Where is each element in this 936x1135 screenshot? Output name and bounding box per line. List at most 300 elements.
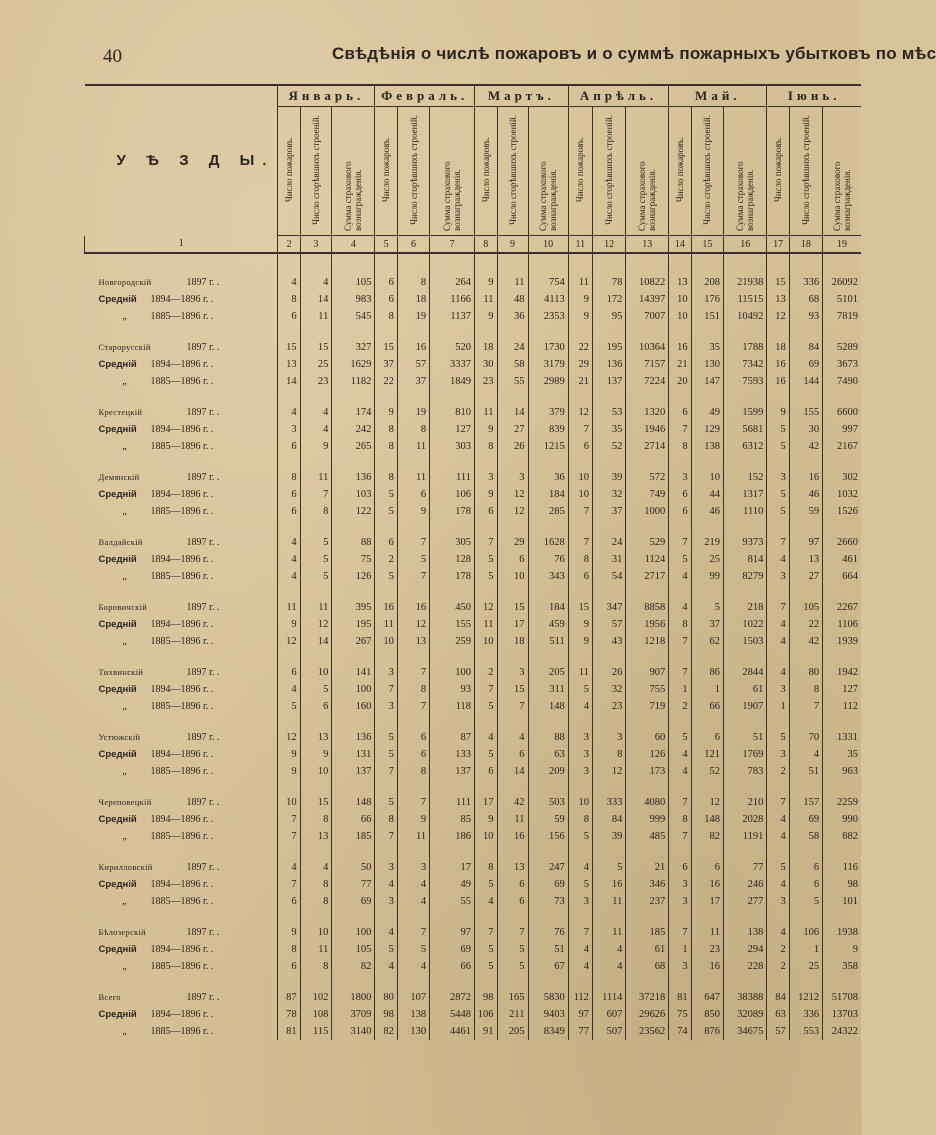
row-label [85,924,278,941]
table-cell: 7157 [626,356,669,373]
table-row [85,664,862,681]
table-cell: 148 [332,794,375,811]
table-cell: 1 [691,681,723,698]
table-cell: 103 [332,486,375,503]
row-label [85,989,278,1006]
spacer-row [85,780,862,794]
table-cell: 52 [691,763,723,780]
row-period: 1897 г. . [186,342,220,353]
ditto-mark: „ [122,636,127,647]
table-cell: 16 [497,828,528,845]
table-cell: 3 [767,568,789,585]
column-subheader-label: Сумма страхового вознагражденія. [442,160,463,231]
table-cell: 6 [278,503,300,520]
table-cell: 19 [397,404,429,421]
table-cell: 105 [332,941,375,958]
uezd-name: Крестецкій [98,407,143,417]
table-cell: 907 [626,664,669,681]
column-subheader-label: Число сгорѣвшихъ строеній. [507,114,518,225]
table-row [85,794,862,811]
table-cell: 74 [669,1023,691,1040]
column-subheader [823,107,861,236]
table-cell: 10 [300,924,332,941]
table-cell: 2028 [724,811,767,828]
table-cell: 1114 [592,989,625,1006]
column-subheader-label: Число сгорѣвшихъ строеній. [408,114,419,225]
table-cell: 1110 [724,503,767,520]
column-subheader-label: Число пожаровъ. [381,136,392,203]
table-cell: 5 [568,681,592,698]
table-row [85,893,862,910]
row-period: 1885—1896 г. . [150,831,214,842]
table-cell: 160 [332,698,375,715]
ditto-mark: „ [122,766,127,777]
table-cell: 2717 [626,568,669,585]
table-cell: 105 [332,274,375,291]
table-cell: 17 [475,794,498,811]
row-label [85,958,278,975]
table-cell: 21938 [724,274,767,291]
column-subheader [278,107,300,236]
table-cell: 1907 [724,698,767,715]
table-cell: 10 [475,828,498,845]
column-subheader-label: Число пожаровъ. [575,136,586,203]
table-cell: 5 [767,438,789,455]
table-cell: 3 [497,469,528,486]
table-cell: 4 [767,633,789,650]
table-cell: 336 [789,1006,822,1023]
table-cell: 10 [375,633,398,650]
table-cell: 93 [430,681,475,698]
table-cell: 343 [528,568,568,585]
month-header: Апрѣль. [568,85,668,107]
table-cell: 99 [691,568,723,585]
table-cell: 7 [669,794,691,811]
table-cell: 242 [332,421,375,438]
row-label [85,339,278,356]
row-period: 1894—1896 г. . [150,1009,214,1020]
table-cell: 15 [767,274,789,291]
table-cell: 5 [767,486,789,503]
row-label [85,438,278,455]
row-label [85,373,278,390]
table-cell: 1000 [626,503,669,520]
table-cell: 997 [823,421,861,438]
table-cell: 9 [475,486,498,503]
table-cell: 5 [375,503,398,520]
table-cell: 8 [375,811,398,828]
table-cell: 4 [767,876,789,893]
table-cell: 10 [300,763,332,780]
table-row [85,373,862,390]
column-number: 4 [332,236,375,254]
table-cell: 719 [626,698,669,715]
table-cell: 4461 [430,1023,475,1040]
table-cell: 59 [528,811,568,828]
table-cell: 77 [724,859,767,876]
table-cell: 7 [669,828,691,845]
row-label [85,274,278,291]
table-cell: 8 [475,859,498,876]
row-label [85,599,278,616]
table-cell: 7490 [823,373,861,390]
table-cell: 67 [528,958,568,975]
table-cell: 16 [691,876,723,893]
table-cell: 25 [300,356,332,373]
table-cell: 88 [528,729,568,746]
table-cell: 990 [823,811,861,828]
table-cell: 152 [724,469,767,486]
table-cell: 1182 [332,373,375,390]
column-subheader-label: Число пожаровъ. [284,136,295,203]
table-cell: 3 [592,729,625,746]
table-cell: 24 [497,339,528,356]
table-cell: 13 [278,356,300,373]
table-cell: 285 [528,503,568,520]
table-cell: 5 [767,729,789,746]
column-subheader-label: Сумма страхового вознагражденія. [832,160,853,231]
table-cell: 73 [528,893,568,910]
table-cell: 228 [724,958,767,975]
table-cell: 4 [669,746,691,763]
table-cell: 5 [767,859,789,876]
table-cell: 81 [278,1023,300,1040]
table-cell: 9 [568,633,592,650]
table-cell: 37 [592,503,625,520]
table-cell: 3 [767,893,789,910]
table-cell: 29 [497,534,528,551]
table-row [85,729,862,746]
table-cell: 2714 [626,438,669,455]
row-label [85,616,278,633]
table-cell: 1166 [430,291,475,308]
table-cell: 7342 [724,356,767,373]
table-cell: 157 [789,794,822,811]
table-cell: 8 [278,291,300,308]
table-cell: 5 [475,746,498,763]
row-label [85,503,278,520]
table-cell: 138 [397,1006,429,1023]
page-header-title: Свѣдѣнія о числѣ пожаровъ и о суммѣ пожарныхъ убытковъ по мѣс [332,44,936,63]
column-subheader [475,107,498,236]
table-cell: 6 [397,729,429,746]
table-row [85,989,862,1006]
table-cell: 6 [475,503,498,520]
table-cell: 51708 [823,989,861,1006]
table-cell: 311 [528,681,568,698]
table-cell: 302 [823,469,861,486]
table-cell: 80 [375,989,398,1006]
spacer-row [85,325,862,339]
table-cell: 10492 [724,308,767,325]
table-cell: 9 [823,941,861,958]
table-cell: 6 [497,551,528,568]
uezd-name: Новгородскій [98,277,152,287]
row-label [85,664,278,681]
table-cell: 13 [789,551,822,568]
table-cell: 52 [592,438,625,455]
average-label: Средній [98,359,137,370]
table-cell: 9 [278,763,300,780]
table-cell: 10364 [626,339,669,356]
table-cell: 30 [475,356,498,373]
table-cell: 82 [691,828,723,845]
table-cell: 69 [332,893,375,910]
table-cell: 983 [332,291,375,308]
table-cell: 7 [669,534,691,551]
table-cell: 82 [332,958,375,975]
table-cell: 165 [497,989,528,1006]
table-cell: 545 [332,308,375,325]
table-cell: 58 [789,828,822,845]
row-period: 1885—1896 г. . [150,961,214,972]
row-label [85,828,278,845]
table-cell: 7 [568,503,592,520]
table-cell: 68 [789,291,822,308]
table-cell: 5 [397,551,429,568]
month-header: Май. [669,85,767,107]
table-cell: 4 [568,698,592,715]
table-cell: 59 [789,503,822,520]
spacer-row [85,910,862,924]
column-number: 11 [568,236,592,254]
ditto-mark: „ [122,441,127,452]
row-period: 1894—1896 г. . [150,944,214,955]
column-number: 13 [626,236,669,254]
table-cell: 5681 [724,421,767,438]
table-cell: 247 [528,859,568,876]
row-period: 1894—1896 г. . [150,424,214,435]
table-cell: 9373 [724,534,767,551]
table-cell: 9 [397,811,429,828]
table-cell: 16 [767,373,789,390]
table-cell: 84 [767,989,789,1006]
table-cell: 137 [430,763,475,780]
table-cell: 6 [300,698,332,715]
row-label [85,551,278,568]
table-cell: 8 [300,811,332,828]
table-cell: 10822 [626,274,669,291]
table-cell: 7 [568,924,592,941]
table-cell: 10 [568,794,592,811]
row-period: 1894—1896 г. . [150,294,214,305]
table-cell: 4 [592,958,625,975]
row-label [85,356,278,373]
table-cell: 1212 [789,989,822,1006]
column-number: 2 [278,236,300,254]
table-cell: 77 [332,876,375,893]
ditto-mark: „ [122,831,127,842]
table-cell: 8 [375,308,398,325]
table-cell: 34675 [724,1023,767,1040]
table-cell: 3 [278,421,300,438]
table-cell: 26 [592,664,625,681]
column-number: 17 [767,236,789,254]
statistics-table [84,84,861,1040]
table-cell: 1629 [332,356,375,373]
table-row [85,616,862,633]
table-cell: 127 [823,681,861,698]
table-cell: 98 [823,876,861,893]
table-cell: 127 [430,421,475,438]
table-cell: 27 [497,421,528,438]
table-cell: 205 [497,1023,528,1040]
table-cell: 23 [691,941,723,958]
table-cell: 130 [397,1023,429,1040]
table-cell: 5 [475,568,498,585]
table-cell: 173 [626,763,669,780]
table-cell: 4 [278,274,300,291]
column-subheader [669,107,691,236]
table-cell: 4 [669,568,691,585]
table-cell: 66 [691,698,723,715]
table-cell: 15 [497,681,528,698]
table-cell: 3 [669,958,691,975]
row-period: 1894—1896 г. . [150,619,214,630]
table-cell: 147 [691,373,723,390]
table-cell: 6 [278,486,300,503]
table-row [85,924,862,941]
table-cell: 277 [724,893,767,910]
ditto-mark: „ [122,1026,127,1037]
row-label [85,633,278,650]
table-cell: 46 [789,486,822,503]
table-cell: 54 [592,568,625,585]
column-number: 1 [85,236,278,254]
column-number: 16 [724,236,767,254]
column-subheader-label: Сумма страхового вознагражденія. [343,160,364,231]
table-cell: 184 [528,599,568,616]
uezd-name: Боровичскій [98,602,148,612]
table-row [85,486,862,503]
column-subheader [300,107,332,236]
row-label [85,568,278,585]
table-cell: 16 [397,339,429,356]
table-cell: 9 [278,924,300,941]
table-cell: 12 [475,599,498,616]
table-cell: 3 [669,893,691,910]
table-cell: 9 [397,503,429,520]
table-cell: 144 [789,373,822,390]
table-cell: 26092 [823,274,861,291]
table-cell: 1942 [823,664,861,681]
table-cell: 7007 [626,308,669,325]
table-cell: 13703 [823,1006,861,1023]
table-cell: 5 [497,958,528,975]
table-cell: 148 [528,698,568,715]
table-cell: 4 [278,551,300,568]
table-cell: 148 [691,811,723,828]
table-cell: 9 [767,404,789,421]
table-row [85,438,862,455]
column-subheader [789,107,822,236]
table-cell: 108 [300,1006,332,1023]
table-cell: 9 [375,404,398,421]
table-cell: 7 [475,681,498,698]
row-period: 1897 г. . [186,667,220,678]
table-cell: 75 [332,551,375,568]
table-cell: 11 [497,811,528,828]
table-row [85,599,862,616]
row-period: 1885—1896 г. . [150,636,214,647]
row-period: 1894—1896 г. . [150,814,214,825]
table-cell: 6 [669,486,691,503]
table-cell: 3 [767,746,789,763]
table-cell: 155 [430,616,475,633]
table-cell: 6 [397,486,429,503]
table-cell: 5101 [823,291,861,308]
table-cell: 7 [375,763,398,780]
table-cell: 6 [691,729,723,746]
column-number: 18 [789,236,822,254]
table-cell: 2660 [823,534,861,551]
table-cell: 1022 [724,616,767,633]
table-cell: 4 [568,958,592,975]
table-cell: 126 [626,746,669,763]
table-cell: 172 [592,291,625,308]
table-cell: 13 [397,633,429,650]
table-cell: 4 [397,893,429,910]
table-cell: 4 [397,876,429,893]
table-cell: 237 [626,893,669,910]
table-cell: 5 [475,958,498,975]
table-cell: 4 [300,274,332,291]
table-cell: 3709 [332,1006,375,1023]
table-row [85,681,862,698]
month-header: Іюнь. [767,85,861,107]
table-cell: 5 [669,729,691,746]
table-cell: 115 [300,1023,332,1040]
table-cell: 2267 [823,599,861,616]
table-cell: 4 [568,859,592,876]
table-cell: 3 [375,698,398,715]
row-label [85,681,278,698]
column-subheader-label: Сумма страхового вознагражденія. [538,160,559,231]
table-cell: 5448 [430,1006,475,1023]
table-cell: 6600 [823,404,861,421]
table-cell: 6 [497,746,528,763]
table-cell: 12 [592,763,625,780]
column-number: 12 [592,236,625,254]
table-cell: 507 [592,1023,625,1040]
table-cell: 91 [475,1023,498,1040]
table-cell: 10 [568,469,592,486]
row-period: 1885—1896 г. . [150,311,214,322]
table-cell: 8 [669,616,691,633]
table-cell: 51 [789,763,822,780]
table-cell: 31 [592,551,625,568]
table-cell: 21 [669,356,691,373]
table-cell: 783 [724,763,767,780]
table-cell: 195 [332,616,375,633]
table-cell: 1 [669,681,691,698]
row-period: 1897 г. . [186,992,220,1003]
table-cell: 7 [397,534,429,551]
table-cell: 116 [823,859,861,876]
average-label: Средній [98,554,137,565]
table-cell: 84 [789,339,822,356]
table-cell: 14 [300,633,332,650]
table-cell: 43 [592,633,625,650]
row-label [85,421,278,438]
table-cell: 100 [430,664,475,681]
table-cell: 137 [332,763,375,780]
table-cell: 57 [767,1023,789,1040]
table-cell: 4080 [626,794,669,811]
table-cell: 11 [691,924,723,941]
table-cell: 5 [568,876,592,893]
row-period: 1897 г. . [186,862,220,873]
